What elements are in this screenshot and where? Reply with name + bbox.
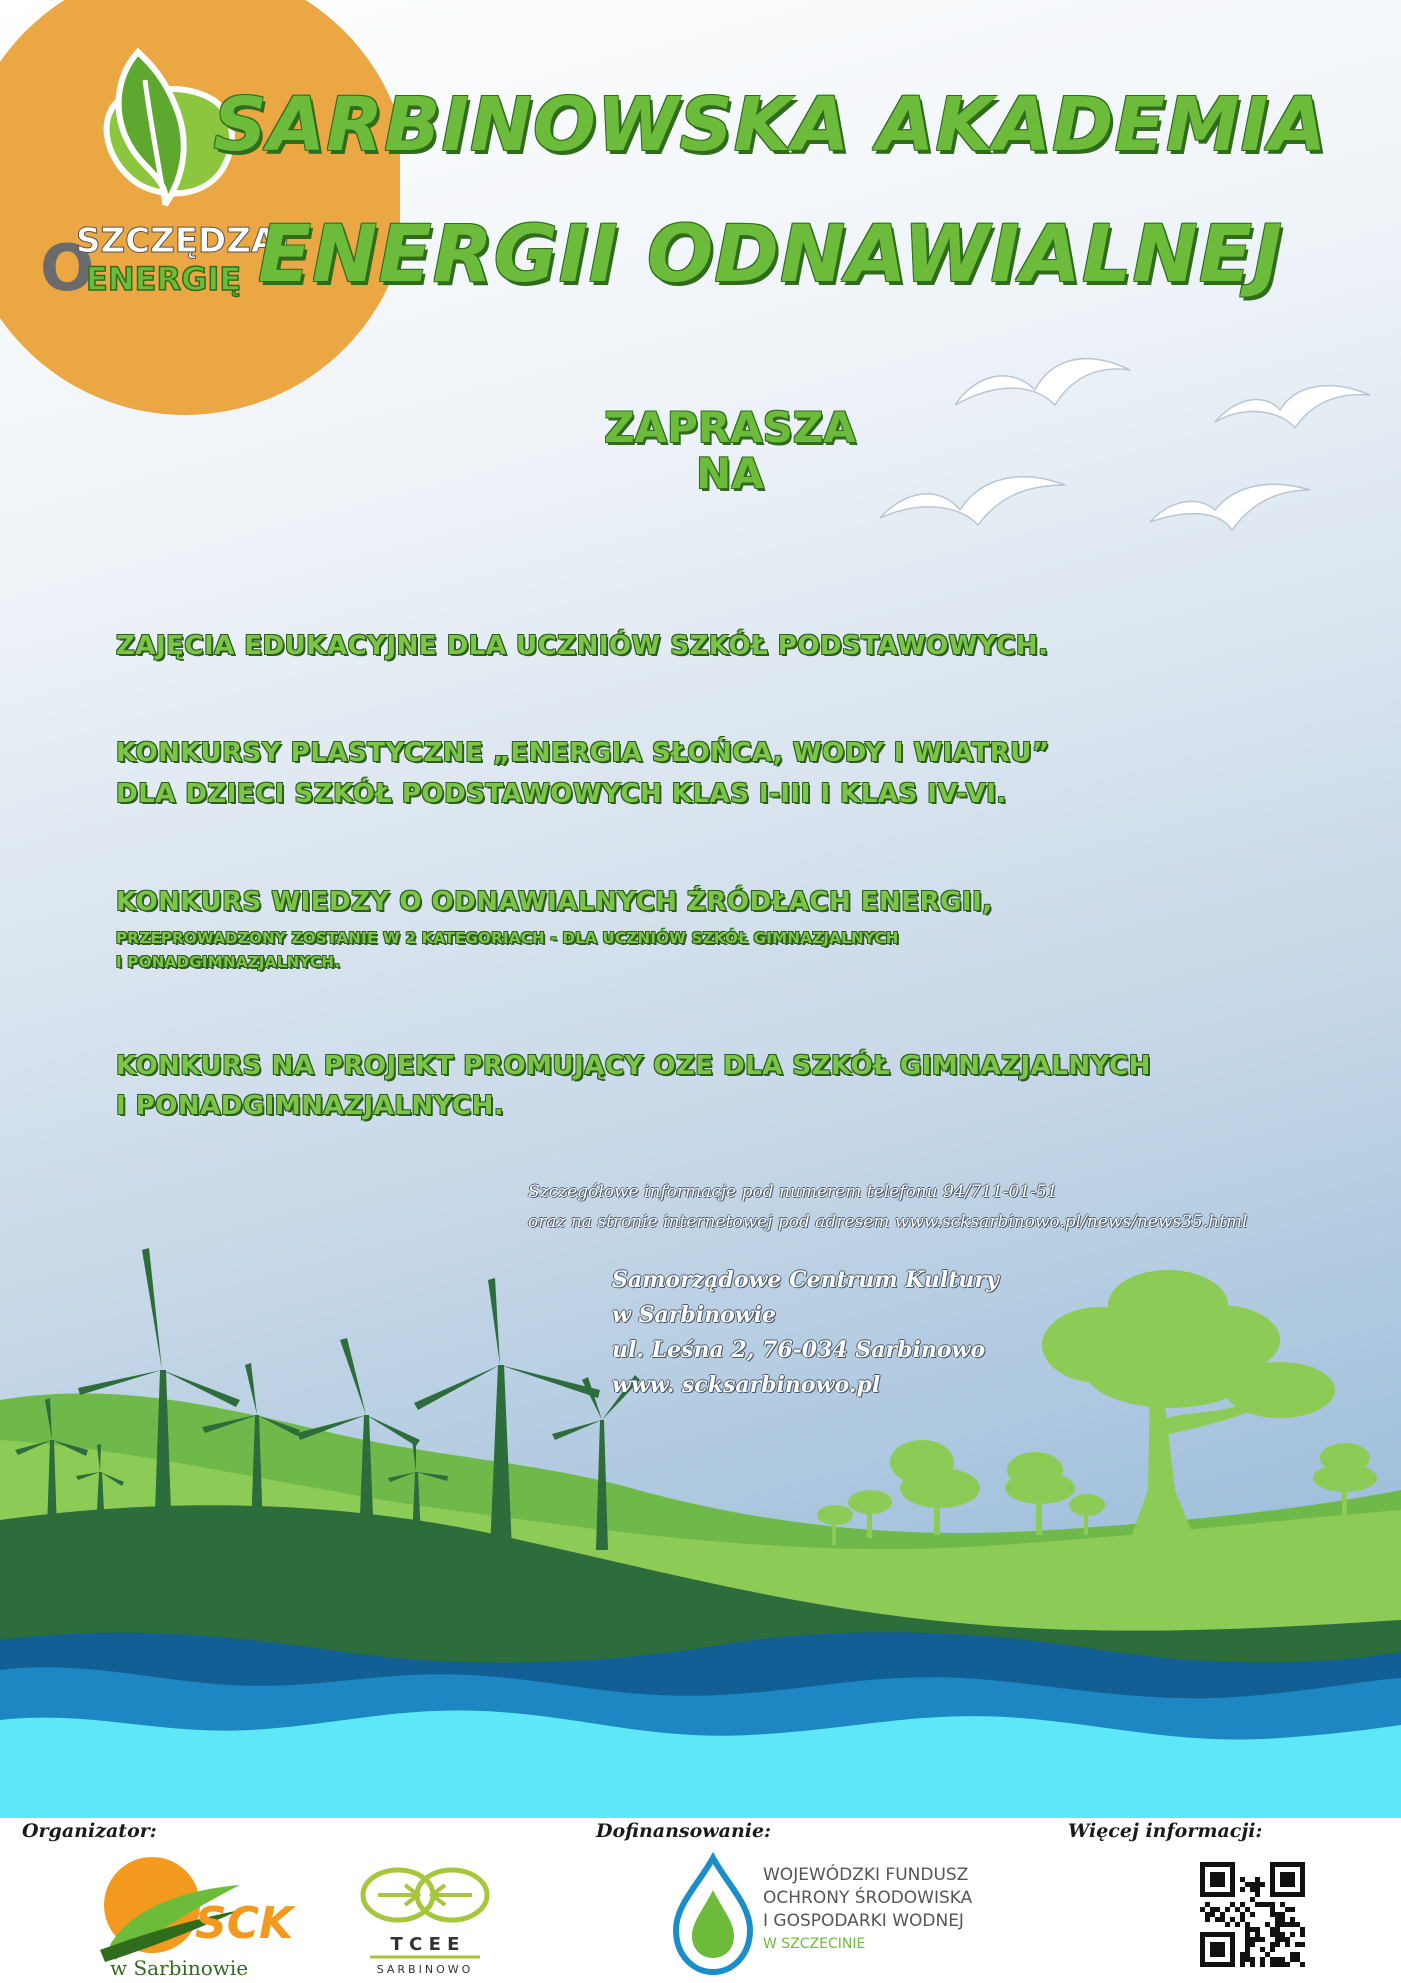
address-street: ul. Leśna 2, 76-034 Sarbinowo [612,1337,986,1363]
organizer-label: Organizator: [22,1820,157,1842]
invite-line-2: NA [696,449,764,498]
wfos-line-1: WOJEWÓDZKI FUNDUSZ [763,1865,969,1885]
logo-line2: ENERGIĘ [86,260,242,298]
sck-logo [90,1850,310,1980]
birds-illustration [870,350,1390,580]
item-1-line-1: ZAJĘCIA EDUKACYJNE DLA UCZNIÓW SZKÓŁ PODSTAWOWYCH. [116,631,1049,661]
tree-icon [1005,1452,1075,1535]
bird-icon [1215,386,1370,428]
title-line-1: SARBINOWSKA AKADEMIA [213,82,1328,168]
more-info-label: Więcej informacji: [1068,1820,1263,1842]
item-3-sub-2: I PONADGIMNAZJALNYCH. [116,953,341,971]
wfos-line-3: I GOSPODARKI WODNEJ [763,1911,964,1931]
item-4-line-1: KONKURS NA PROJEKT PROMUJĄCY OZE DLA SZKÓŁ GIMNAZJALNYCH [116,1051,1151,1081]
wfos-line-2: OCHRONY ŚRODOWISKA [763,1888,973,1908]
logo-line1: SZCZĘDZAJ [76,221,290,261]
bird-icon [880,477,1065,525]
contact-line-2: oraz na stronie internetowej pod adresem www.scksarbinowo.pl/news/news35.html [528,1212,1248,1232]
logo-o: O [40,232,95,306]
title-line-2: ENERGII ODNAWIALNEJ [257,210,1284,300]
contact-line-1: Szczegółowe informacje pod numerem telefonu 94/711-01-51 [528,1182,1058,1202]
bird-icon [955,359,1130,405]
wfos-line-4: W SZCZECINIE [763,1936,866,1952]
address-town: w Sarbinowie [612,1302,777,1328]
item-3-line-1: KONKURS WIEDZY O ODNAWIALNYCH ŹRÓDŁACH ENERGII, [116,887,993,917]
sck-subtext: w Sarbinowie [110,1956,249,1980]
tcee-logo [350,1855,500,1980]
item-4-line-2: I PONADGIMNAZJALNYCH. [116,1091,505,1121]
tree-icon [890,1440,980,1535]
item-3-sub-1: PRZEPROWADZONY ZOSTANIE W 2 KATEGORIACH - DLA UCZNIÓW SZKÓŁ GIMNAZJALNYCH [116,929,899,947]
wfos-logo [668,1850,1008,1978]
sck-text: SCK [195,1898,294,1949]
address-block [612,1263,999,1403]
bird-icon [1150,484,1310,530]
tcee-subtext: SARBINOWO [376,1963,474,1976]
address-website[interactable]: www. scksarbinowo.pl [612,1372,881,1398]
funding-label: Dofinansowanie: [596,1820,772,1842]
item-2-line-2: DLA DZIECI SZKÓŁ PODSTAWOWYCH KLAS I-III I KLAS IV-VI. [116,779,1007,809]
invite-line-1: ZAPRASZA [604,403,856,452]
address-org: Samorządowe Centrum Kultury [612,1267,999,1293]
qr-code[interactable] [1200,1862,1305,1967]
item-2-line-1: KONKURSY PLASTYCZNE „ENERGIA SŁOŃCA, WODY I WIATRU” [116,738,1050,768]
tcee-text: T C E E [390,1934,460,1955]
